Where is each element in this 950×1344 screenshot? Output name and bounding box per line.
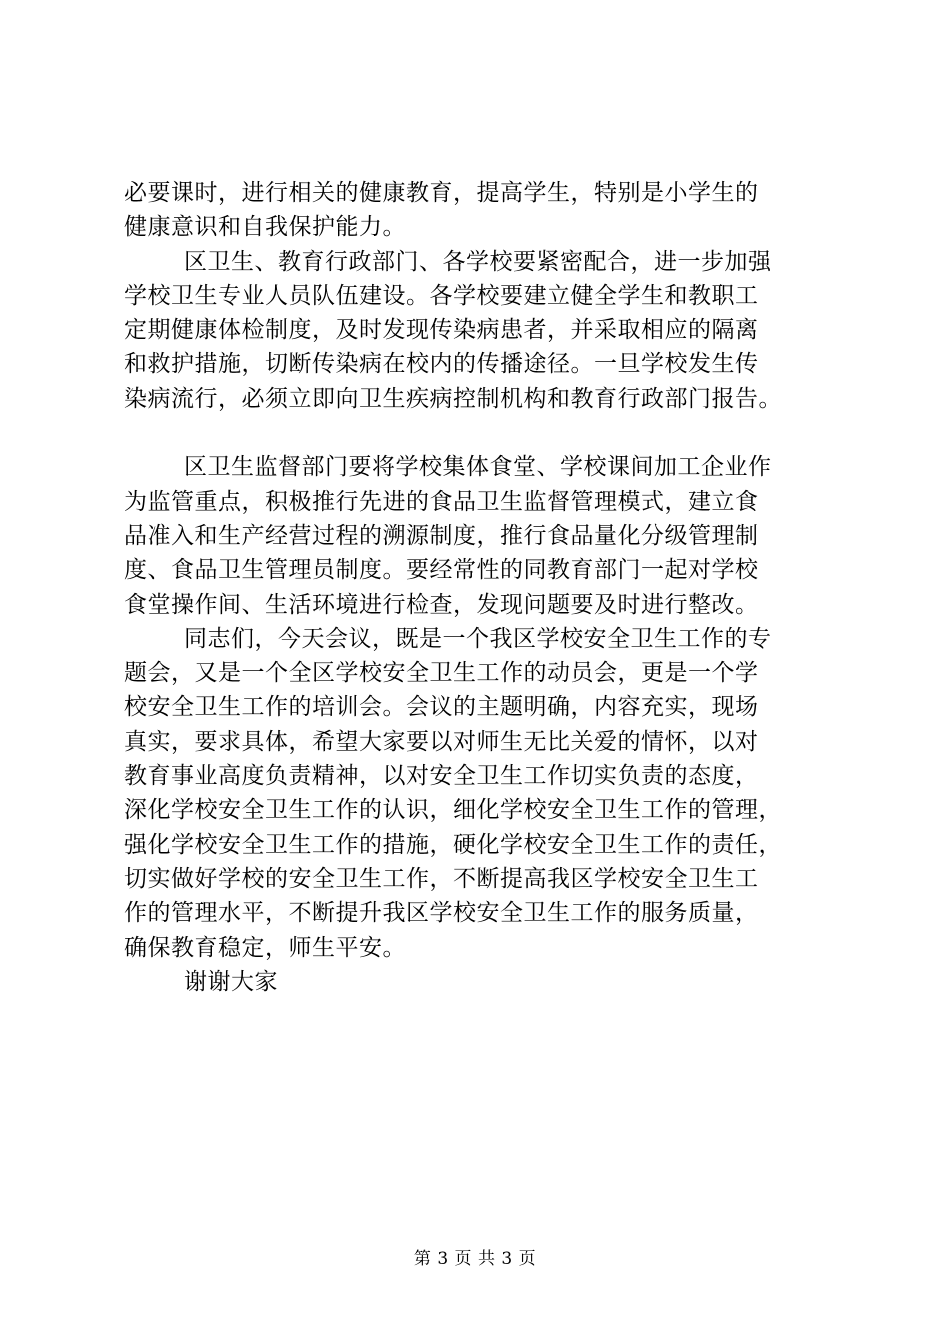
paragraph-2-line: 定期健康体检制度，及时发现传染病患者，并采取相应的隔离	[124, 317, 759, 344]
paragraph-3-line: 品准入和生产经营过程的溯源制度，推行食品量化分级管理制	[124, 522, 759, 549]
paragraph-1-line: 必要课时，进行相关的健康教育，提高学生，特别是小学生的	[124, 180, 759, 206]
closing-line: 谢谢大家	[184, 968, 278, 995]
paragraph-3-line: 为监管重点，积极推行先进的食品卫生监督管理模式，建立食	[124, 488, 759, 515]
paragraph-4-line: 作的管理水平，不断提升我区学校安全卫生工作的服务质量，	[124, 900, 759, 927]
paragraph-1-line: 健康意识和自我保护能力。	[124, 214, 406, 241]
paragraph-2-line: 学校卫生专业人员队伍建设。各学校要建立健全学生和教职工	[124, 282, 759, 309]
paragraph-4-line: 切实做好学校的安全卫生工作，不断提高我区学校安全卫生工	[124, 865, 759, 892]
paragraph-4-line: 强化学校安全卫生工作的措施，硬化学校安全卫生工作的责任，	[124, 831, 782, 858]
paragraph-2-line: 区卫生、教育行政部门、各学校要紧密配合，进一步加强	[184, 248, 772, 275]
paragraph-2-line: 染病流行，必须立即向卫生疾病控制机构和教育行政部门报告。	[124, 385, 782, 412]
document-body	[124, 176, 844, 999]
page-number-footer: 第 3 页 共 3 页	[413, 1249, 537, 1269]
paragraph-4-line: 同志们，今天会议，既是一个我区学校安全卫生工作的专	[184, 625, 772, 652]
paragraph-4-line: 确保教育稳定，师生平安。	[124, 934, 406, 961]
paragraph-3-line: 度、食品卫生管理员制度。要经常性的同教育部门一起对学校	[124, 557, 759, 584]
paragraph-4-line: 真实，要求具体，希望大家要以对师生无比关爱的情怀，以对	[124, 728, 759, 755]
paragraph-4-line: 教育事业高度负责精神，以对安全卫生工作切实负责的态度，	[124, 763, 759, 790]
paragraph-3-line: 食堂操作间、生活环境进行检查，发现问题要及时进行整改。	[124, 591, 759, 618]
paragraph-4-line: 校安全卫生工作的培训会。会议的主题明确，内容充实，现场	[124, 694, 759, 721]
paragraph-2-line: 和救护措施，切断传染病在校内的传播途径。一旦学校发生传	[124, 351, 759, 378]
paragraph-4-line: 深化学校安全卫生工作的认识，细化学校安全卫生工作的管理，	[124, 797, 782, 824]
paragraph-3-line: 区卫生监督部门要将学校集体食堂、学校课间加工企业作	[184, 454, 772, 481]
paragraph-spacer	[124, 416, 844, 450]
paragraph-4-line: 题会，又是一个全区学校安全卫生工作的动员会，更是一个学	[124, 660, 759, 687]
